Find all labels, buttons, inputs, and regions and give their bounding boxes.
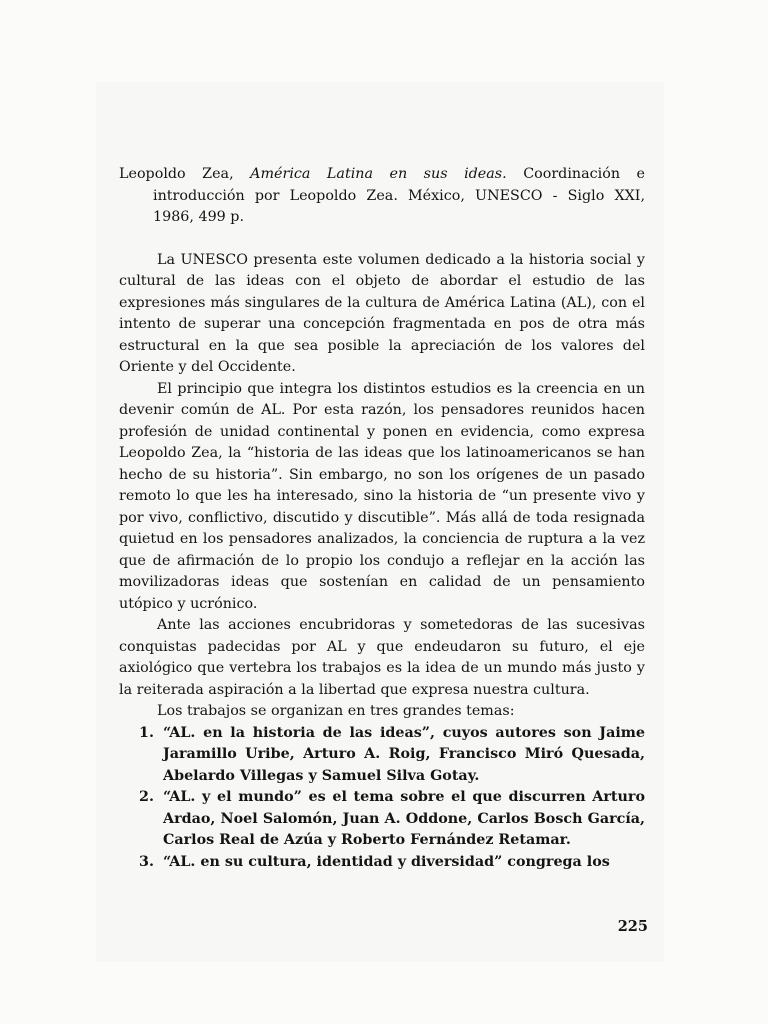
citation-book-title: América Latina en sus ideas. bbox=[250, 166, 507, 182]
paragraph-axiology: Ante las acciones encubridoras y sometedoras de las sucesivas conquistas padecidas por AL y que endeudaron su futuro, el eje axiológico que vertebra los trabajos es la idea de un mundo más justo y la reiterada aspiración a la libertad que expresa nuestra cultura. bbox=[119, 617, 645, 698]
list-item-text: “AL. y el mundo” es el tema sobre el que discurren Arturo Ardao, Noel Salomón, Juan A. Oddone, Carlos Bosch García, Carlos Real de Azúa y Roberto Fernández Retamar. bbox=[163, 789, 645, 848]
list-item-number: 1. bbox=[139, 724, 154, 741]
topics-list bbox=[119, 723, 645, 874]
book-citation bbox=[119, 164, 645, 229]
citation-author: Leopoldo Zea, bbox=[119, 166, 234, 182]
list-item-number: 2. bbox=[139, 789, 154, 805]
list-item bbox=[119, 852, 645, 874]
paragraph-topics-intro: Los trabajos se organizan en tres grandes temas: bbox=[157, 703, 515, 719]
list-item-text: “AL. en su cultura, identidad y diversidad” congrega los bbox=[163, 853, 610, 870]
list-item-number: 3. bbox=[139, 853, 154, 870]
page-number: 225 bbox=[617, 918, 648, 935]
list-item bbox=[119, 723, 645, 788]
paragraph-intro: La UNESCO presenta este volumen dedicado a la historia social y cultural de las ideas con el objeto de abordar el estudio de las expresiones más singulares de la cultura de América Latina (AL), con el intento de superar una concepción fragmentada en pos de otra más estructural en la que sea posible la apreciación de los valores del Oriente y del Occidente. bbox=[119, 251, 645, 375]
list-item bbox=[119, 787, 645, 852]
citation-details: Coordinación e introducción por Leopoldo Zea. México, UNESCO - Siglo XXI, 1986, 499 p. bbox=[153, 166, 645, 225]
paragraph-principle: El principio que integra los distintos estudios es la creencia en un devenir común de AL. Por esta razón, los pensadores reunidos hacen profesión de unidad continental y ponen en evidencia, como expresa Leopoldo Zea, la “historia de las ideas que los latinoamericanos se han hecho de su historia”. Sin embargo, no son los orígenes de un pasado remoto lo que les ha interesado, sino la historia de “un presente vivo y por vivo, conflictivo, discutido y discutible”. Más allá de toda resignada quietud en los pensadores analizados, la conciencia de ruptura a la vez que de afirmación de lo propio los condujo a reflejar en la acción las movilizadoras ideas que sostenían en calidad de un pensamiento utópico y ucrónico. bbox=[119, 380, 645, 612]
list-item-text: “AL. en la historia de las ideas”, cuyos autores son Jaime Jaramillo Uribe, Arturo A. Roig, Francisco Miró Quesada, Abelardo Villegas y Samuel Silva Gotay. bbox=[163, 724, 645, 784]
review-text bbox=[119, 164, 645, 873]
